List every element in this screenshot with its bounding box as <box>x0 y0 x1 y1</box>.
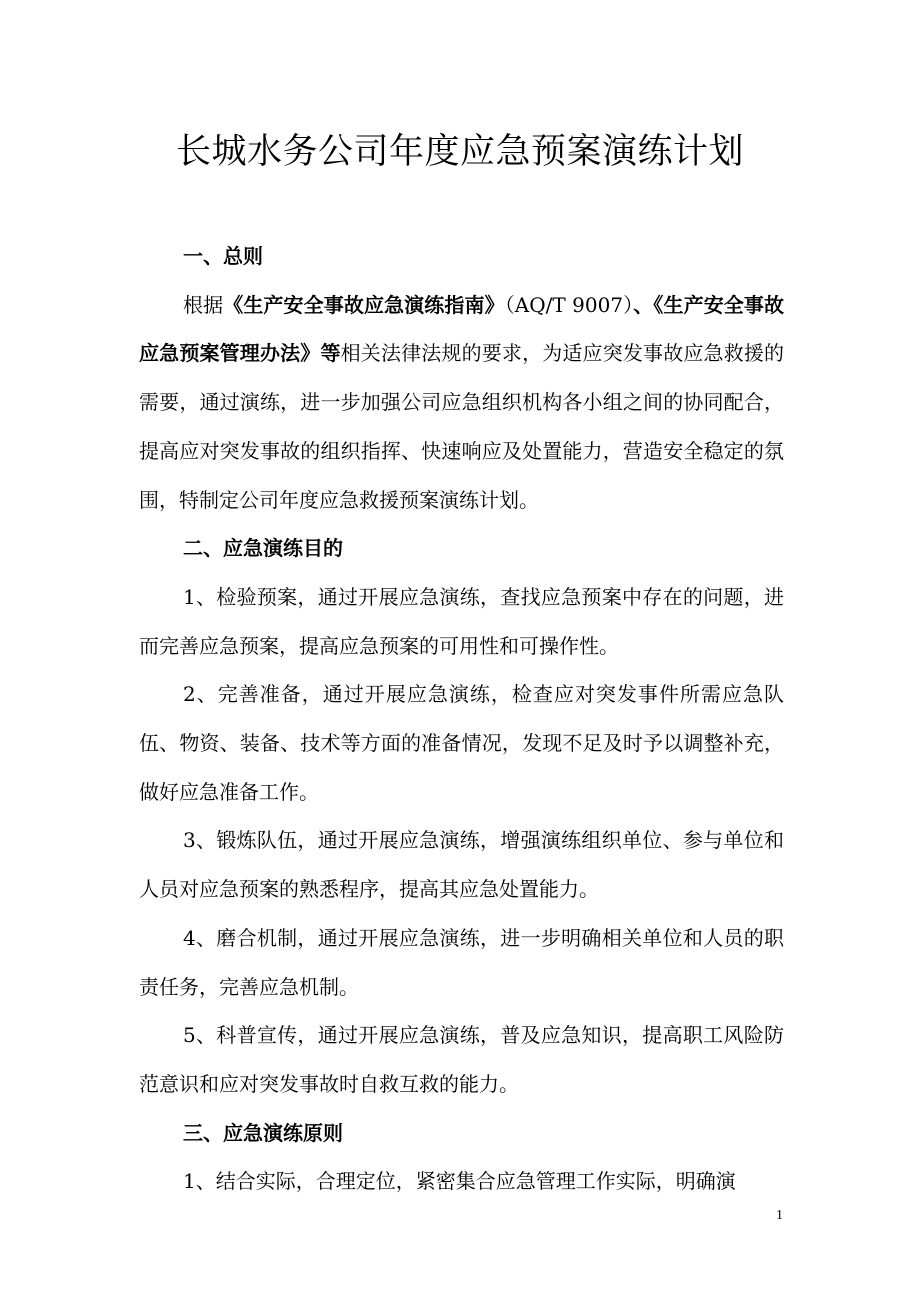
document-title: 长城水务公司年度应急预案演练计划 <box>175 132 744 172</box>
general-rest: 相关法律法规的要求，为适应突发事故应急救援的需要，通过演练，进一步加强公司应急组织机构各小组之间的协同配合，提高应对突发事故的组织指挥、快速响应及处置能力，营造安全稳定的氛围，特制定公司年度应急救援预案演练计划。 <box>139 341 785 512</box>
purpose-item-4: 4、磨合机制，通过开展应急演练，进一步明确相关单位和人员的职责任务，完善应急机制。 <box>139 925 784 999</box>
section-heading-purpose: 二、应急演练目的 <box>183 536 343 561</box>
page-number: 1 <box>776 1208 783 1223</box>
general-prefix: 根据 <box>183 292 224 317</box>
section-heading-general: 一、总则 <box>183 244 263 268</box>
reference-separator: 、 <box>633 292 654 317</box>
purpose-item-2: 2、完善准备，通过开展应急演练，检查应对突发事件所需应急队伍、物资、装备、技术等方面的准备情况，发现不足及时予以调整补充，做好应急准备工作。 <box>139 682 784 804</box>
purpose-item-1: 1、检验预案，通过开展应急演练，查找应急预案中存在的问题，进而完善应急预案，提高应急预案的可用性和可操作性。 <box>139 584 784 658</box>
purpose-item-3: 3、锻炼队伍，通过开展应急演练，增强演练组织单位、参与单位和人员对应急预案的熟悉程序，提高其应急处置能力。 <box>139 828 784 902</box>
general-paragraph <box>139 281 784 525</box>
standard-code: （AQ/T 9007） <box>504 292 634 317</box>
document-body <box>139 232 784 1206</box>
purpose-item-5: 5、科普宣传，通过开展应急演练，普及应急知识，提高职工风险防范意识和应对突发事故时自救互救的能力。 <box>139 1023 784 1096</box>
reference-plan-measures: 《生产安全事故应急预案管理办法》等 <box>139 292 785 366</box>
principle-item-1: 1、结合实际，合理定位，紧密集合应急管理工作实际，明确演 <box>183 1169 736 1194</box>
reference-drill-guide: 《生产安全事故应急演练指南》 <box>223 292 505 317</box>
section-heading-principles: 三、应急演练原则 <box>183 1120 343 1145</box>
